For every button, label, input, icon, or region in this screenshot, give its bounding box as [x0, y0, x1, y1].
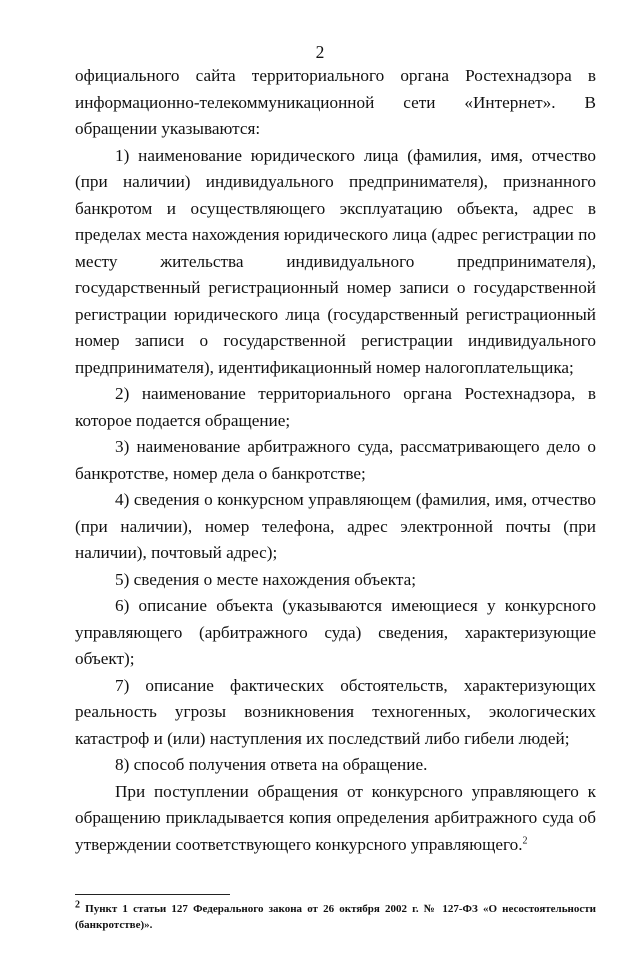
footnote [75, 901, 596, 933]
list-item: 5) сведения о месте нахождения объекта; [115, 569, 416, 589]
footnote-reference: 2 [522, 834, 528, 846]
footnote-area [75, 858, 596, 933]
paragraph [75, 779, 596, 859]
list-item: 8) способ получения ответа на обращение. [115, 755, 428, 774]
list-item: 4) сведения о конкурсном управляющем (фамилия, имя, отчество (при наличии), номер телефона, адрес электронной почты (при наличии), почтовый адрес); [75, 490, 596, 562]
list-item: 3) наименование арбитражного суда, рассматривающего дело о банкротстве, номер дела о банкротстве; [75, 437, 596, 483]
list-item: 6) описание объекта (указываются имеющиеся у конкурсного управляющего (арбитражного суда) сведения, характеризующие объект); [75, 596, 596, 668]
list-item: 1) наименование юридического лица (фамилия, имя, отчество (при наличии) индивидуального предпринимателя), признанного банкротом и осуществляющего эксплуатацию объекта, адрес в пределах места нахождения юридического лица (адрес регистрации по месту жительства индивидуального предпринимателя), государственный регистрационный номер записи о государственной регистрации юридического лица (государственный регистрационный номер записи о государственной регистрации индивидуального предпринимателя), идентификационный номер налогоплательщика; [75, 145, 596, 377]
page-number: 2 [315, 42, 325, 62]
paragraph: официального сайта территориального органа Ростехнадзора в информационно-телекоммуникационной сети «Интернет». В обращении указываются: [75, 66, 596, 138]
footnote-divider [75, 894, 230, 895]
document-body [75, 63, 596, 858]
list-item: 2) наименование территориального органа Ростехнадзора, в которое подается обращение; [75, 384, 596, 430]
paragraph-text: При поступлении обращения от конкурсного управляющего к обращению прикладывается копия определения арбитражного суда об утверждении соответствующего конкурсного управляющего. [75, 781, 596, 854]
footnote-marker: 2 [75, 899, 80, 911]
footnote-text: Пункт 1 статьи 127 Федерального закона от 26 октября 2002 г. № 127-ФЗ «О несостоятельности (банкротстве)». [75, 903, 597, 931]
list-item: 7) описание фактических обстоятельств, характеризующих реальность угрозы возникновения техногенных, экологических катастроф и (или) наступления их последствий либо гибели людей; [75, 675, 596, 748]
